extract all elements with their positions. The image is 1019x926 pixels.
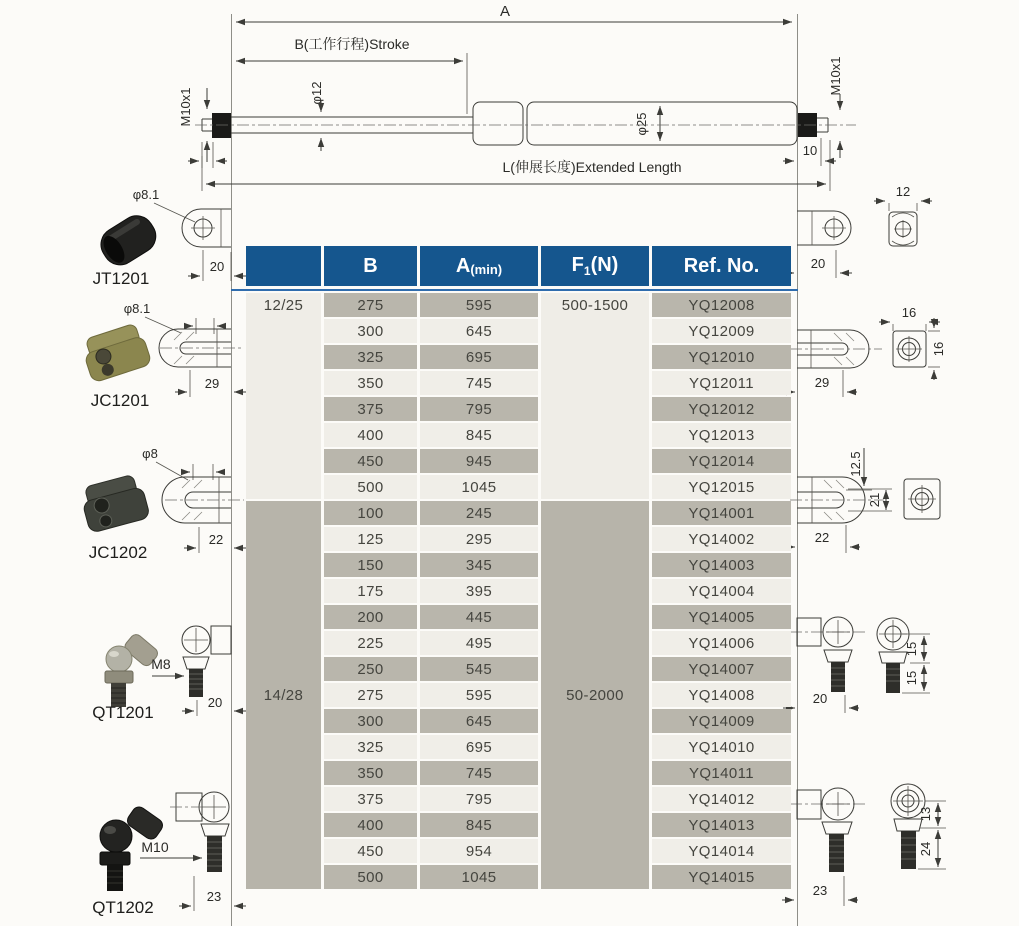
header-a-min-cell: A(min) [420,246,538,291]
table-row [246,761,791,785]
b-value-cell: 250 [324,657,417,681]
right-ballstud2-view [782,784,946,906]
a-min-value-cell: 1045 [420,865,538,889]
rod-diameter-label: φ12 [309,81,324,105]
b-value-cell: 450 [324,449,417,473]
table-row [246,319,791,343]
b-value-cell: 175 [324,579,417,603]
ref-no-cell: YQ12013 [652,423,791,447]
right-eyelet-view [783,184,932,278]
header-group-cell [246,246,321,291]
b-value-cell: 275 [324,683,417,707]
a-min-value-cell: 945 [420,449,538,473]
b-value-cell: 350 [324,371,417,395]
spec-table-body [246,293,791,889]
table-row [246,475,791,499]
a-min-value-cell: 845 [420,813,538,837]
qt1202-name: QT1202 [92,898,154,917]
group-size-cell: 14/28 [246,501,321,889]
ref-no-cell: YQ14003 [652,553,791,577]
b-value-cell: 500 [324,865,417,889]
jc1202-name: JC1202 [88,543,148,562]
a-min-value-cell: 345 [420,553,538,577]
table-row [246,787,791,811]
right-clevis2-width-label: 22 [814,530,830,545]
table-row [246,345,791,369]
jt1201-width-label: 20 [209,259,225,274]
b-value-cell: 150 [324,553,417,577]
fitting-qt1202 [92,792,246,917]
ref-no-cell: YQ14005 [652,605,791,629]
jc1202-photo [79,473,151,533]
b-value-cell: 225 [324,631,417,655]
jc1201-dia-label: φ8.1 [123,301,151,316]
a-min-value-cell: 695 [420,735,538,759]
right-clevis1-view [783,305,946,397]
tube-diameter-label: φ25 [634,112,649,136]
ref-no-cell: YQ14009 [652,709,791,733]
ref-no-cell: YQ12011 [652,371,791,395]
b-value-cell: 325 [324,735,417,759]
table-row [246,423,791,447]
ref-no-cell: YQ14004 [652,579,791,603]
ref-no-cell: YQ14002 [652,527,791,551]
a-min-value-cell: 695 [420,345,538,369]
table-row [246,709,791,733]
a-min-value-cell: 595 [420,683,538,707]
ref-no-cell: YQ14013 [652,813,791,837]
a-min-value-cell: 295 [420,527,538,551]
jc1202-dia-label: φ8 [142,446,158,461]
header-ref-no-cell: Ref. No. [652,246,791,291]
piston-collar [473,102,523,145]
right-clevis2-slot-label: 12.5 [848,451,863,477]
jt1201-photo [95,209,163,271]
qt1202-width-label: 23 [206,889,222,904]
ref-no-cell: YQ12014 [652,449,791,473]
table-row [246,813,791,837]
qt1201-thread-label: M8 [151,656,171,672]
b-value-cell: 100 [324,501,417,525]
right-ballstud1-view [783,617,930,713]
right-ballstud1-dim2-label: 15 [904,670,919,686]
header-b-cell: B [324,246,417,291]
jt1201-name: JT1201 [92,269,150,288]
table-row [246,293,791,317]
b-value-cell: 300 [324,319,417,343]
table-row [246,865,791,889]
a-min-value-cell: 645 [420,709,538,733]
jc1202-width-label: 22 [208,532,224,547]
qt1201-name: QT1201 [92,703,154,722]
b-value-cell: 300 [324,709,417,733]
table-row [246,631,791,655]
ref-no-cell: YQ14010 [652,735,791,759]
b-value-cell: 275 [324,293,417,317]
ref-no-cell: YQ12015 [652,475,791,499]
ref-no-cell: YQ14007 [652,657,791,681]
jc1201-name: JC1201 [90,391,150,410]
table-row [246,605,791,629]
right-ballstud1-dim1-label: 15 [904,641,919,657]
a-min-value-cell: 795 [420,787,538,811]
a-min-value-cell: 745 [420,761,538,785]
b-value-cell: 500 [324,475,417,499]
right-clevis1-end-height-label: 16 [931,341,946,357]
qt1201-width-label: 20 [207,695,223,710]
ref-no-cell: YQ12012 [652,397,791,421]
dim-b-stroke-label: B(工作行程)Stroke [294,36,410,52]
b-value-cell: 400 [324,423,417,447]
a-min-value-cell: 645 [420,319,538,343]
right-ballstud2-dim2-label: 24 [918,841,933,857]
b-value-cell: 375 [324,787,417,811]
jc1201-width-label: 29 [204,376,220,391]
b-value-cell: 375 [324,397,417,421]
right-ballstud2-width-label: 23 [812,883,828,898]
table-row [246,449,791,473]
jc1201-photo [80,322,153,383]
b-value-cell: 350 [324,761,417,785]
header-force-cell: $F_1(N)$ [541,246,649,291]
ref-no-cell: YQ12009 [652,319,791,343]
table-row [246,553,791,577]
a-min-value-cell: 745 [420,371,538,395]
right-clevis2-depth-label: 21 [867,492,882,508]
a-min-value-cell: 395 [420,579,538,603]
b-value-cell: 400 [324,813,417,837]
right-clevis2-view [783,448,940,553]
a-min-value-cell: 545 [420,657,538,681]
b-value-cell: 125 [324,527,417,551]
b-value-cell: 325 [324,345,417,369]
right-eyelet-width-label: 20 [810,256,826,271]
ref-no-cell: YQ14008 [652,683,791,707]
fitting-jc1202 [79,446,246,562]
ref-no-cell: YQ14012 [652,787,791,811]
right-clevis1-end-width-label: 16 [901,305,917,320]
table-row [246,683,791,707]
right-eyelet-end-width-label: 12 [895,184,911,199]
a-min-value-cell: 495 [420,631,538,655]
thread-block-left [212,113,231,138]
ref-no-cell: YQ14001 [652,501,791,525]
spec-table [243,244,794,891]
a-min-value-cell: 954 [420,839,538,863]
right-fittings [780,170,1019,926]
dim-l-label: L(伸展长度)Extended Length [502,159,682,175]
b-value-cell: 450 [324,839,417,863]
table-row [246,371,791,395]
table-row [246,735,791,759]
ref-no-cell: YQ12010 [652,345,791,369]
thread-right-label: M10x1 [828,56,843,96]
thread-length-label: 10 [802,143,818,158]
fitting-jc1201 [80,301,246,410]
force-range-cell: 50-2000 [541,501,649,889]
table-row [246,579,791,603]
force-range-cell: 500-1500 [541,293,649,499]
table-row [246,657,791,681]
right-ballstud2-dim1-label: 13 [918,806,933,822]
a-min-value-cell: 845 [420,423,538,447]
left-fittings [0,170,246,926]
qt1202-thread-label: M10 [141,839,169,855]
ref-no-cell: YQ14015 [652,865,791,889]
fitting-qt1201 [92,626,246,722]
thread-left-label: M10x1 [178,87,193,127]
fitting-jt1201 [93,187,246,288]
table-row [246,839,791,863]
group-size-cell: 12/25 [246,293,321,499]
ref-no-cell: YQ14006 [652,631,791,655]
ref-no-cell: YQ12008 [652,293,791,317]
table-header-row [246,246,791,291]
table-row [246,527,791,551]
table-row [246,501,791,525]
right-clevis1-width-label: 29 [814,375,830,390]
jt1201-dia-label: φ8.1 [132,187,160,202]
table-row [246,397,791,421]
a-min-value-cell: 795 [420,397,538,421]
a-min-value-cell: 1045 [420,475,538,499]
a-min-value-cell: 595 [420,293,538,317]
b-value-cell: 200 [324,605,417,629]
ref-no-cell: YQ14014 [652,839,791,863]
right-ballstud1-width-label: 20 [812,691,828,706]
ref-no-cell: YQ14011 [652,761,791,785]
a-min-value-cell: 445 [420,605,538,629]
cylinder-tube [527,102,797,145]
dim-a-label: A [499,3,511,20]
a-min-value-cell: 245 [420,501,538,525]
